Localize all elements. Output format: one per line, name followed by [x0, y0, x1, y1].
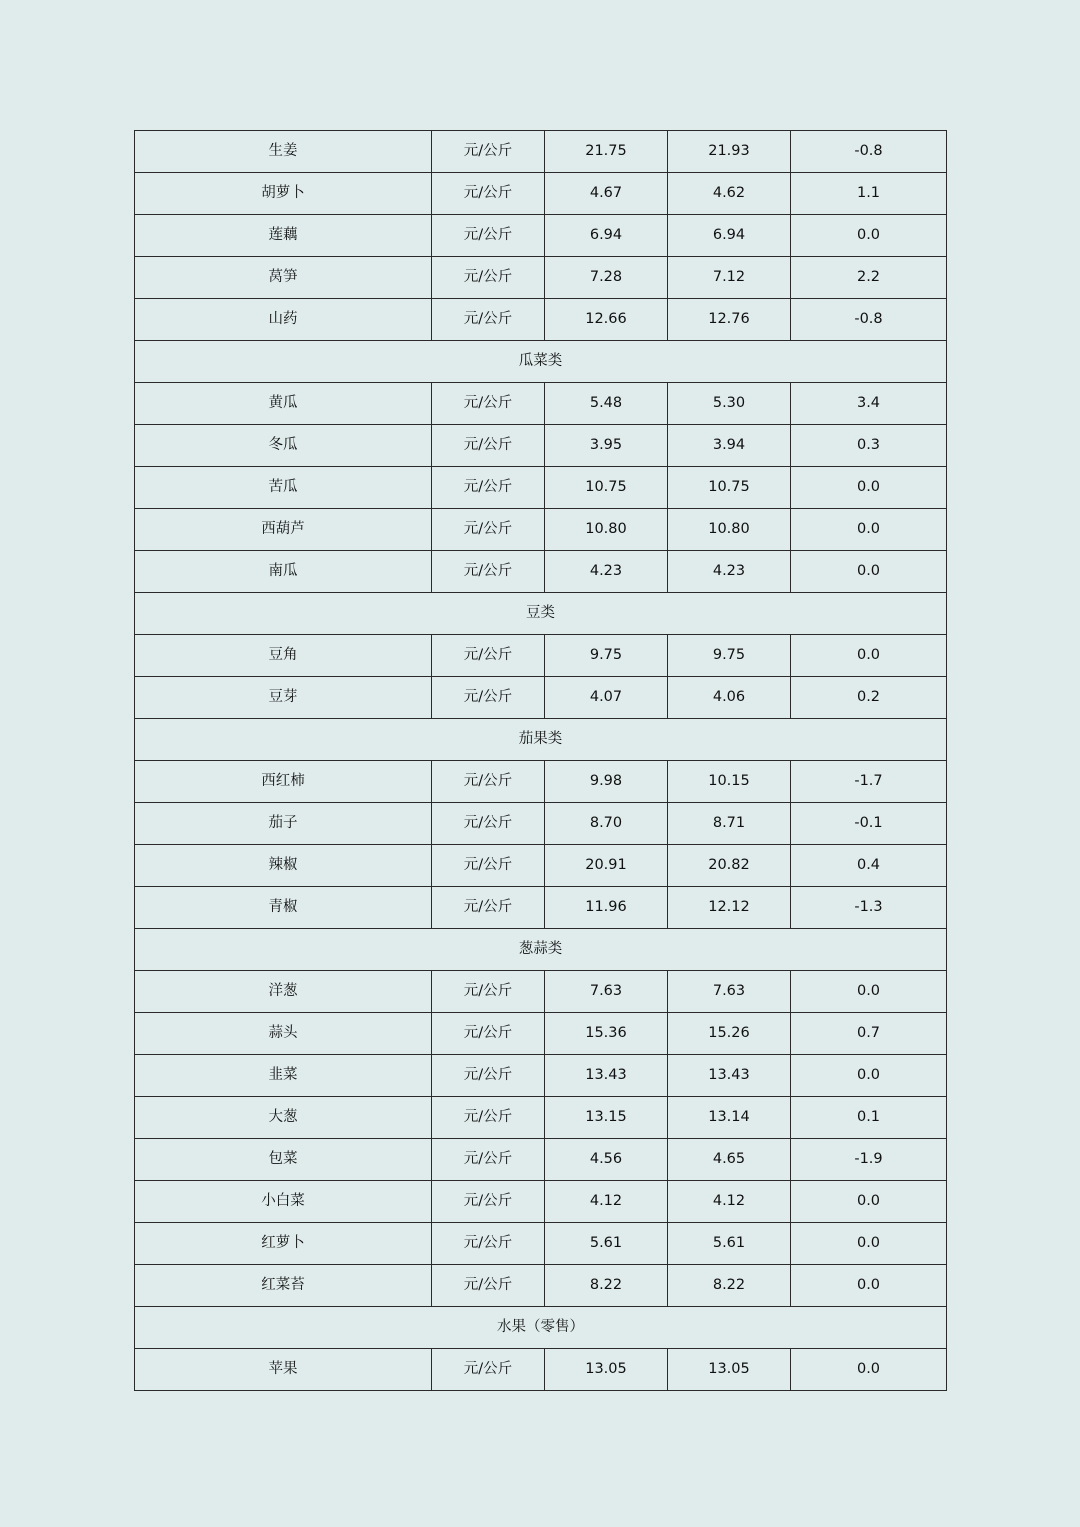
item-name-cell: 苹果 [135, 1349, 432, 1391]
category-label: 水果（零售） [135, 1307, 947, 1349]
table-row [135, 1349, 947, 1391]
current-price-cell: 11.96 [545, 887, 668, 929]
category-row [135, 929, 947, 971]
table-row [135, 383, 947, 425]
unit-cell: 元/公斤 [432, 551, 545, 593]
category-label: 葱蒜类 [135, 929, 947, 971]
table-row [135, 215, 947, 257]
current-price-cell: 7.63 [545, 971, 668, 1013]
previous-price-cell: 15.26 [668, 1013, 791, 1055]
unit-cell: 元/公斤 [432, 257, 545, 299]
item-name-cell: 莲藕 [135, 215, 432, 257]
table-row [135, 1097, 947, 1139]
current-price-cell: 13.05 [545, 1349, 668, 1391]
item-name-cell: 青椒 [135, 887, 432, 929]
previous-price-cell: 20.82 [668, 845, 791, 887]
change-percent-cell: 0.0 [791, 971, 947, 1013]
change-percent-cell: 0.2 [791, 677, 947, 719]
item-name-cell: 辣椒 [135, 845, 432, 887]
unit-cell: 元/公斤 [432, 1181, 545, 1223]
previous-price-cell: 13.14 [668, 1097, 791, 1139]
previous-price-cell: 7.63 [668, 971, 791, 1013]
document-page [134, 130, 946, 1391]
unit-cell: 元/公斤 [432, 509, 545, 551]
change-percent-cell: 0.0 [791, 509, 947, 551]
previous-price-cell: 10.15 [668, 761, 791, 803]
item-name-cell: 包菜 [135, 1139, 432, 1181]
change-percent-cell: -0.1 [791, 803, 947, 845]
unit-cell: 元/公斤 [432, 677, 545, 719]
previous-price-cell: 8.71 [668, 803, 791, 845]
current-price-cell: 4.67 [545, 173, 668, 215]
item-name-cell: 茄子 [135, 803, 432, 845]
unit-cell: 元/公斤 [432, 803, 545, 845]
item-name-cell: 大葱 [135, 1097, 432, 1139]
change-percent-cell: 0.0 [791, 467, 947, 509]
current-price-cell: 4.56 [545, 1139, 668, 1181]
current-price-cell: 20.91 [545, 845, 668, 887]
current-price-cell: 4.07 [545, 677, 668, 719]
unit-cell: 元/公斤 [432, 761, 545, 803]
category-row [135, 593, 947, 635]
change-percent-cell: 0.0 [791, 1265, 947, 1307]
item-name-cell: 蒜头 [135, 1013, 432, 1055]
unit-cell: 元/公斤 [432, 131, 545, 173]
change-percent-cell: -1.7 [791, 761, 947, 803]
table-row [135, 173, 947, 215]
table-row [135, 761, 947, 803]
table-row [135, 1055, 947, 1097]
previous-price-cell: 10.75 [668, 467, 791, 509]
current-price-cell: 13.15 [545, 1097, 668, 1139]
item-name-cell: 红菜苔 [135, 1265, 432, 1307]
table-row [135, 971, 947, 1013]
change-percent-cell: 0.1 [791, 1097, 947, 1139]
table-row [135, 1223, 947, 1265]
unit-cell: 元/公斤 [432, 1139, 545, 1181]
change-percent-cell: 0.0 [791, 1181, 947, 1223]
table-row [135, 845, 947, 887]
previous-price-cell: 3.94 [668, 425, 791, 467]
table-row [135, 299, 947, 341]
table-row [135, 677, 947, 719]
current-price-cell: 21.75 [545, 131, 668, 173]
current-price-cell: 15.36 [545, 1013, 668, 1055]
previous-price-cell: 13.43 [668, 1055, 791, 1097]
table-row [135, 1265, 947, 1307]
item-name-cell: 苦瓜 [135, 467, 432, 509]
current-price-cell: 8.70 [545, 803, 668, 845]
current-price-cell: 12.66 [545, 299, 668, 341]
table-row [135, 1139, 947, 1181]
current-price-cell: 5.61 [545, 1223, 668, 1265]
current-price-cell: 3.95 [545, 425, 668, 467]
item-name-cell: 洋葱 [135, 971, 432, 1013]
table-row [135, 551, 947, 593]
unit-cell: 元/公斤 [432, 635, 545, 677]
unit-cell: 元/公斤 [432, 425, 545, 467]
previous-price-cell: 4.06 [668, 677, 791, 719]
change-percent-cell: 0.0 [791, 1055, 947, 1097]
change-percent-cell: -1.9 [791, 1139, 947, 1181]
unit-cell: 元/公斤 [432, 467, 545, 509]
previous-price-cell: 4.23 [668, 551, 791, 593]
category-label: 豆类 [135, 593, 947, 635]
table-row [135, 131, 947, 173]
item-name-cell: 山药 [135, 299, 432, 341]
unit-cell: 元/公斤 [432, 1013, 545, 1055]
category-label: 瓜菜类 [135, 341, 947, 383]
item-name-cell: 冬瓜 [135, 425, 432, 467]
change-percent-cell: 0.0 [791, 635, 947, 677]
item-name-cell: 莴笋 [135, 257, 432, 299]
change-percent-cell: 3.4 [791, 383, 947, 425]
table-row [135, 1013, 947, 1055]
unit-cell: 元/公斤 [432, 1349, 545, 1391]
current-price-cell: 10.80 [545, 509, 668, 551]
unit-cell: 元/公斤 [432, 1097, 545, 1139]
unit-cell: 元/公斤 [432, 215, 545, 257]
previous-price-cell: 4.62 [668, 173, 791, 215]
price-table [134, 130, 947, 1391]
price-table-body [135, 131, 947, 1391]
current-price-cell: 4.12 [545, 1181, 668, 1223]
item-name-cell: 西葫芦 [135, 509, 432, 551]
table-row [135, 425, 947, 467]
previous-price-cell: 10.80 [668, 509, 791, 551]
current-price-cell: 8.22 [545, 1265, 668, 1307]
table-row [135, 803, 947, 845]
item-name-cell: 南瓜 [135, 551, 432, 593]
current-price-cell: 10.75 [545, 467, 668, 509]
table-row [135, 257, 947, 299]
category-row [135, 719, 947, 761]
change-percent-cell: 0.4 [791, 845, 947, 887]
change-percent-cell: 2.2 [791, 257, 947, 299]
unit-cell: 元/公斤 [432, 383, 545, 425]
table-row [135, 467, 947, 509]
item-name-cell: 胡萝卜 [135, 173, 432, 215]
unit-cell: 元/公斤 [432, 887, 545, 929]
previous-price-cell: 8.22 [668, 1265, 791, 1307]
previous-price-cell: 6.94 [668, 215, 791, 257]
previous-price-cell: 5.61 [668, 1223, 791, 1265]
change-percent-cell: 0.0 [791, 215, 947, 257]
change-percent-cell: 0.3 [791, 425, 947, 467]
category-label: 茄果类 [135, 719, 947, 761]
unit-cell: 元/公斤 [432, 845, 545, 887]
unit-cell: 元/公斤 [432, 1055, 545, 1097]
unit-cell: 元/公斤 [432, 1223, 545, 1265]
category-row [135, 341, 947, 383]
unit-cell: 元/公斤 [432, 1265, 545, 1307]
current-price-cell: 6.94 [545, 215, 668, 257]
unit-cell: 元/公斤 [432, 299, 545, 341]
change-percent-cell: 0.7 [791, 1013, 947, 1055]
item-name-cell: 红萝卜 [135, 1223, 432, 1265]
current-price-cell: 4.23 [545, 551, 668, 593]
previous-price-cell: 9.75 [668, 635, 791, 677]
previous-price-cell: 12.76 [668, 299, 791, 341]
item-name-cell: 生姜 [135, 131, 432, 173]
item-name-cell: 豆角 [135, 635, 432, 677]
previous-price-cell: 5.30 [668, 383, 791, 425]
previous-price-cell: 12.12 [668, 887, 791, 929]
change-percent-cell: 0.0 [791, 551, 947, 593]
previous-price-cell: 7.12 [668, 257, 791, 299]
current-price-cell: 9.98 [545, 761, 668, 803]
unit-cell: 元/公斤 [432, 173, 545, 215]
unit-cell: 元/公斤 [432, 971, 545, 1013]
change-percent-cell: 0.0 [791, 1223, 947, 1265]
item-name-cell: 韭菜 [135, 1055, 432, 1097]
table-row [135, 635, 947, 677]
current-price-cell: 13.43 [545, 1055, 668, 1097]
change-percent-cell: -0.8 [791, 299, 947, 341]
previous-price-cell: 13.05 [668, 1349, 791, 1391]
item-name-cell: 豆芽 [135, 677, 432, 719]
table-row [135, 509, 947, 551]
previous-price-cell: 4.65 [668, 1139, 791, 1181]
change-percent-cell: 1.1 [791, 173, 947, 215]
change-percent-cell: -1.3 [791, 887, 947, 929]
previous-price-cell: 4.12 [668, 1181, 791, 1223]
change-percent-cell: 0.0 [791, 1349, 947, 1391]
current-price-cell: 9.75 [545, 635, 668, 677]
category-row [135, 1307, 947, 1349]
previous-price-cell: 21.93 [668, 131, 791, 173]
current-price-cell: 7.28 [545, 257, 668, 299]
change-percent-cell: -0.8 [791, 131, 947, 173]
current-price-cell: 5.48 [545, 383, 668, 425]
table-row [135, 1181, 947, 1223]
item-name-cell: 西红柿 [135, 761, 432, 803]
item-name-cell: 小白菜 [135, 1181, 432, 1223]
table-row [135, 887, 947, 929]
item-name-cell: 黄瓜 [135, 383, 432, 425]
